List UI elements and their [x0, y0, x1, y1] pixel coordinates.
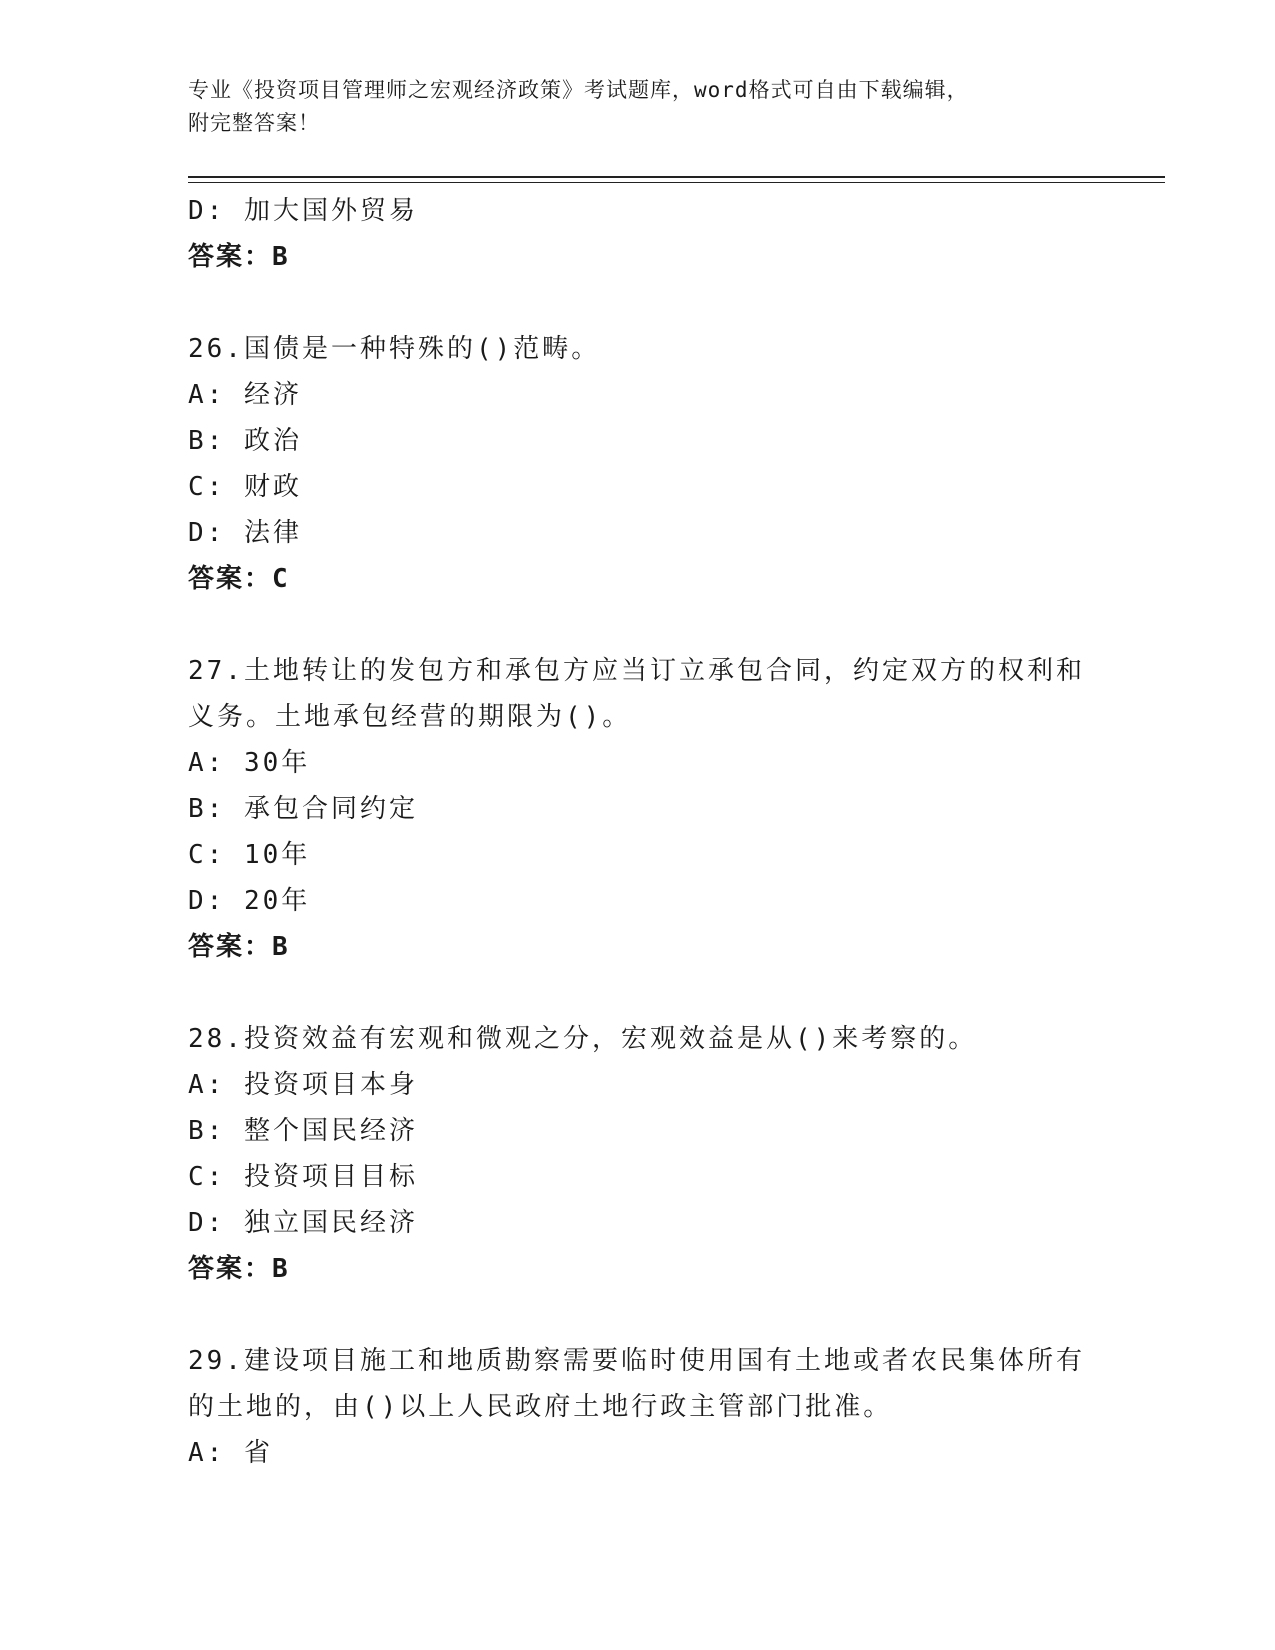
document-header	[188, 74, 1068, 140]
question-26	[188, 326, 1088, 602]
question-stem-continued: 的土地的，由()以上人民政府土地行政主管部门批准。	[188, 1392, 893, 1422]
answer: 答案：B	[188, 1254, 290, 1284]
spacer	[188, 1292, 1088, 1338]
option-a: A: 省	[188, 1438, 273, 1468]
header-intro-line-1: 专业《投资项目管理师之宏观经济政策》考试题库，word格式可自由下载编辑，	[188, 78, 969, 102]
option-c: C: 10年	[188, 840, 311, 870]
question-29	[188, 1338, 1088, 1476]
option-d: D: 加大国外贸易	[188, 196, 418, 226]
option-b: B: 整个国民经济	[188, 1116, 418, 1146]
question-27	[188, 648, 1088, 970]
option-b: B: 政治	[188, 426, 302, 456]
question-28	[188, 1016, 1088, 1292]
option-d: D: 20年	[188, 886, 311, 916]
question-stem: 26.国债是一种特殊的()范畴。	[188, 334, 601, 364]
question-list	[188, 188, 1088, 1476]
spacer	[188, 280, 1088, 326]
question-stem: 29.建设项目施工和地质勘察需要临时使用国有土地或者农民集体所有	[188, 1346, 1085, 1376]
header-divider-thin	[188, 182, 1165, 183]
header-divider	[188, 176, 1165, 178]
spacer	[188, 602, 1088, 648]
spacer	[188, 970, 1088, 1016]
option-d: D: 独立国民经济	[188, 1208, 418, 1238]
question-stem-continued: 义务。土地承包经营的期限为()。	[188, 702, 632, 732]
option-d: D: 法律	[188, 518, 302, 548]
answer: 答案：C	[188, 564, 290, 594]
header-intro-line-2: 附完整答案！	[188, 111, 320, 135]
answer: 答案：B	[188, 932, 290, 962]
option-a: A: 30年	[188, 748, 311, 778]
question-stem: 28.投资效益有宏观和微观之分，宏观效益是从()来考察的。	[188, 1024, 978, 1054]
answer: 答案：B	[188, 242, 290, 272]
option-a: A: 经济	[188, 380, 302, 410]
option-b: B: 承包合同约定	[188, 794, 418, 824]
option-c: C: 财政	[188, 472, 302, 502]
option-a: A: 投资项目本身	[188, 1070, 418, 1100]
question-stem: 27.土地转让的发包方和承包方应当订立承包合同，约定双方的权利和	[188, 656, 1085, 686]
option-c: C: 投资项目目标	[188, 1162, 418, 1192]
